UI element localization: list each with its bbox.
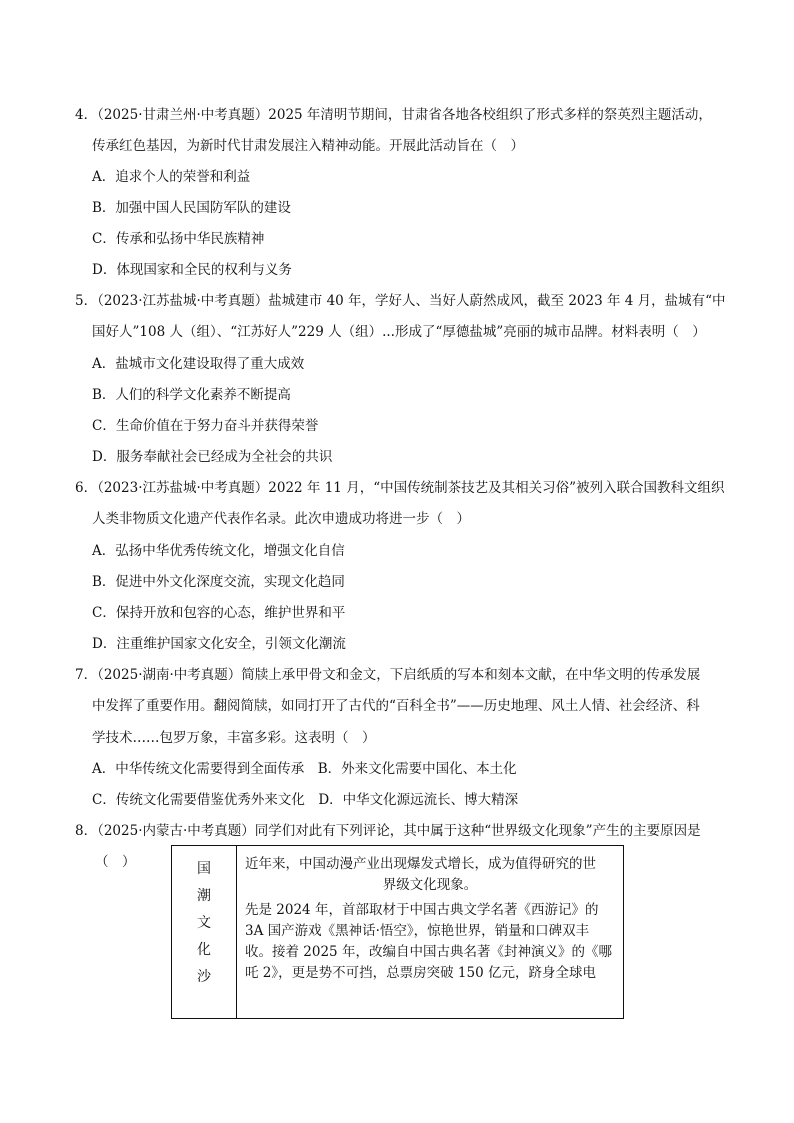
material-side-label xyxy=(172,846,237,1019)
side-char: 潮 xyxy=(197,888,211,904)
material-paragraph-2-line-1: 先是 2024 年，首部取材于中国古典文学名著《西游记》的 xyxy=(245,902,599,918)
material-paragraph-1-line-2: 界级文化现象。 xyxy=(382,877,478,893)
question-6-option-a: A．弘扬中华优秀传统文化，增强文化自信 xyxy=(92,543,345,559)
question-6-option-b: B．促进中外文化深度交流，实现文化趋同 xyxy=(92,574,345,590)
question-5-option-b: B．人们的科学文化素养不断提高 xyxy=(92,387,291,403)
question-4-option-b: B．加强中国人民国防军队的建设 xyxy=(92,200,291,216)
question-6-line-2: 人类非物质文化遗产代表作名录。此次申遗成功将进一步（ ） xyxy=(92,511,470,527)
question-7-line-2: 中发挥了重要作用。翻阅简牍，如同打开了古代的“百科全书”——历史地理、风土人情、社会经济、科 xyxy=(92,698,700,714)
question-5-option-a: A．盐城市文化建设取得了重大成效 xyxy=(92,356,305,372)
material-paragraph-1-line-1: 近年来，中国动漫产业出现爆发式增长，成为值得研究的世 xyxy=(245,856,596,872)
question-4-line-2: 传承红色基因，为新时代甘肃发展注入精神动能。开展此活动旨在（ ） xyxy=(92,138,524,154)
question-7-line-1: 7．（2025·湖南·中考真题）简牍上承甲骨文和金文，下启纸质的写本和刻本文献，在中华文明的传承发展 xyxy=(75,667,701,683)
question-4-line-1: 4．（2025·甘肃兰州·中考真题）2025 年清明节期间，甘肃省各地各校组织了形式多样的祭英烈主题活动， xyxy=(75,107,712,123)
side-char: 沙 xyxy=(197,969,211,985)
question-8-line-2: （ ） xyxy=(95,854,136,870)
question-7-options-ab: A．中华传统文化需要得到全面传承 B．外来文化需要中国化、本土化 xyxy=(92,761,517,777)
question-4-option-c: C．传承和弘扬中华民族精神 xyxy=(92,231,265,247)
side-char: 文 xyxy=(197,915,211,931)
question-6-option-d: D．注重维护国家文化安全，引领文化潮流 xyxy=(92,636,346,652)
side-char: 化 xyxy=(197,942,211,958)
question-7-line-3: 学技术……包罗万象，丰富多彩。这表明（ ） xyxy=(92,730,376,746)
material-text xyxy=(237,846,624,1019)
side-char: 国 xyxy=(197,861,211,877)
material-paragraph-2-line-3: 收。接着 2025 年，改编自中国古典名著《封神演义》的《哪 xyxy=(245,944,612,960)
material-paragraph-2-line-4: 吒 2》，更是势不可挡，总票房突破 150 亿元，跻身全球电 xyxy=(245,965,596,981)
question-4-option-d: D．体现国家和全民的权利与义务 xyxy=(92,262,292,278)
material-paragraph-2-line-2: 3A 国产游戏《黑神话·悟空》，惊艳世界，销量和口碑双丰 xyxy=(245,923,590,939)
question-4-option-a: A．追求个人的荣誉和利益 xyxy=(92,169,251,185)
question-5-line-1: 5．（2023·江苏盐城·中考真题）盐城建市 40 年，学好人、当好人蔚然成风，截至 2023 年 4 月，盐城有“中 xyxy=(75,293,726,309)
question-5-option-c: C．生命价值在于努力奋斗并获得荣誉 xyxy=(92,418,319,434)
question-5-line-2: 国好人”108 人（组）、“江苏好人”229 人（组）...形成了“厚德盐城”亮丽的城市品牌。材料表明（ ） xyxy=(92,324,706,340)
question-7-options-cd: C．传统文化需要借鉴优秀外来文化 D．中华文化源远流长、博大精深 xyxy=(92,792,519,808)
question-5-option-d: D．服务奉献社会已经成为全社会的共识 xyxy=(92,449,333,465)
question-8-line-1: 8．（2025·内蒙古·中考真题）同学们对此有下列评论，其中属于这种“世界级文化现象”产生的主要原因是 xyxy=(75,823,701,839)
question-6-option-c: C．保持开放和包容的心态，维护世界和平 xyxy=(92,605,346,621)
material-table xyxy=(171,845,624,1019)
question-6-line-1: 6．（2023·江苏盐城·中考真题）2022 年 11 月，“中国传统制茶技艺及其相关习俗”被列入联合国教科文组织 xyxy=(75,480,725,496)
